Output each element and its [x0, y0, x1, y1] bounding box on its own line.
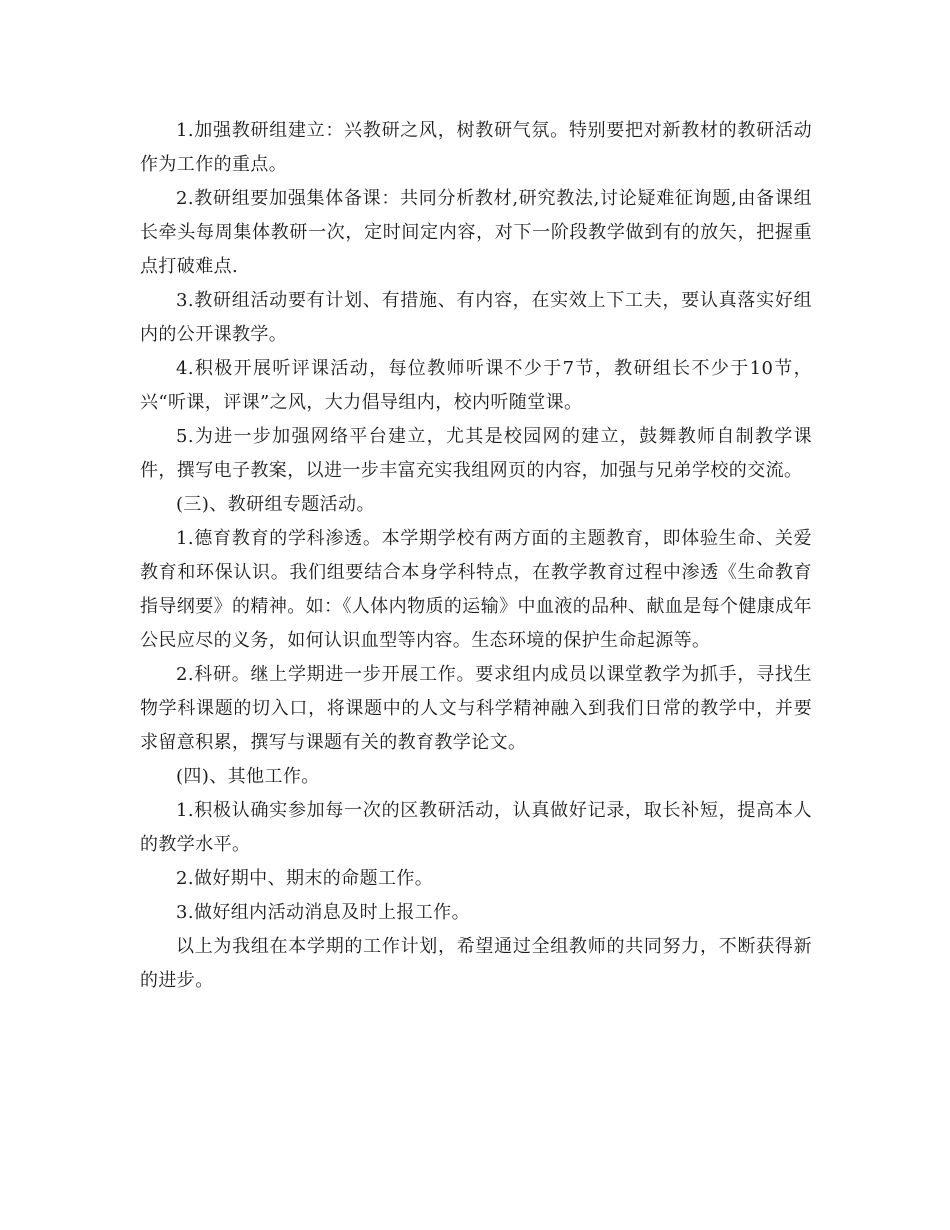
- paragraph-exam-work: 2.做好期中、期末的命题工作。: [176, 868, 434, 889]
- paragraph-strengthen-group: 1.加强教研组建立：兴教研之风，树教研气氛。特别要把对新教材的教研活动作为工作的重点。: [140, 120, 812, 175]
- paragraph-network-platform: 5.为进一步加强网络平台建立，尤其是校园网的建立，鼓舞教师自制教学课件，撰写电子教案，以进一步丰富充实我组网页的内容，加强与兄弟学校的交流。: [140, 426, 812, 481]
- section-heading-other-work: (四)、其他工作。: [176, 766, 320, 787]
- document-body: [140, 114, 812, 998]
- paragraph-collective-lesson-prep: 2.教研组要加强集体备课：共同分析教材,研究教法,讨论疑难征询题,由备课组长牵头每周集体教研一次，定时间定内容，对下一阶段教学做到有的放矢，把握重点打破难点.: [140, 188, 812, 277]
- paragraph-group-activities: 3.教研组活动要有计划、有措施、有内容，在实效上下工夫，要认真落实好组内的公开课教学。: [140, 290, 812, 345]
- paragraph-reporting: 3.做好组内活动消息及时上报工作。: [176, 902, 470, 923]
- paragraph-moral-education: 1.德育教育的学科渗透。本学期学校有两方面的主题教育，即体验生命、关爱教育和环保认识。我们组要结合本身学科特点，在教学教育过程中渗透《生命教育指导纲要》的精神。如：《人体内物质的运输》中血液的品种、献血是每个健康成年公民应尽的义务，如何认识血型等内容。生态环境的保护生命起源等。: [140, 528, 812, 651]
- section-heading-special-activities: (三)、教研组专题活动。: [176, 494, 375, 515]
- paragraph-conclusion: 以上为我组在本学期的工作计划，希望通过全组教师的共同努力，不断获得新的进步。: [140, 936, 812, 991]
- paragraph-district-activities: 1.积极认确实参加每一次的区教研活动，认真做好记录，取长补短，提高本人的教学水平。: [140, 800, 812, 855]
- paragraph-lesson-observation: 4.积极开展听评课活动，每位教师听课不少于7节，教研组长不少于10节，兴“听课，评课”之风，大力倡导组内，校内听随堂课。: [140, 358, 812, 413]
- paragraph-research: 2.科研。继上学期进一步开展工作。要求组内成员以课堂教学为抓手，寻找生物学科课题的切入口，将课题中的人文与科学精神融入到我们日常的教学中，并要求留意积累，撰写与课题有关的教育教学论文。: [140, 664, 812, 753]
